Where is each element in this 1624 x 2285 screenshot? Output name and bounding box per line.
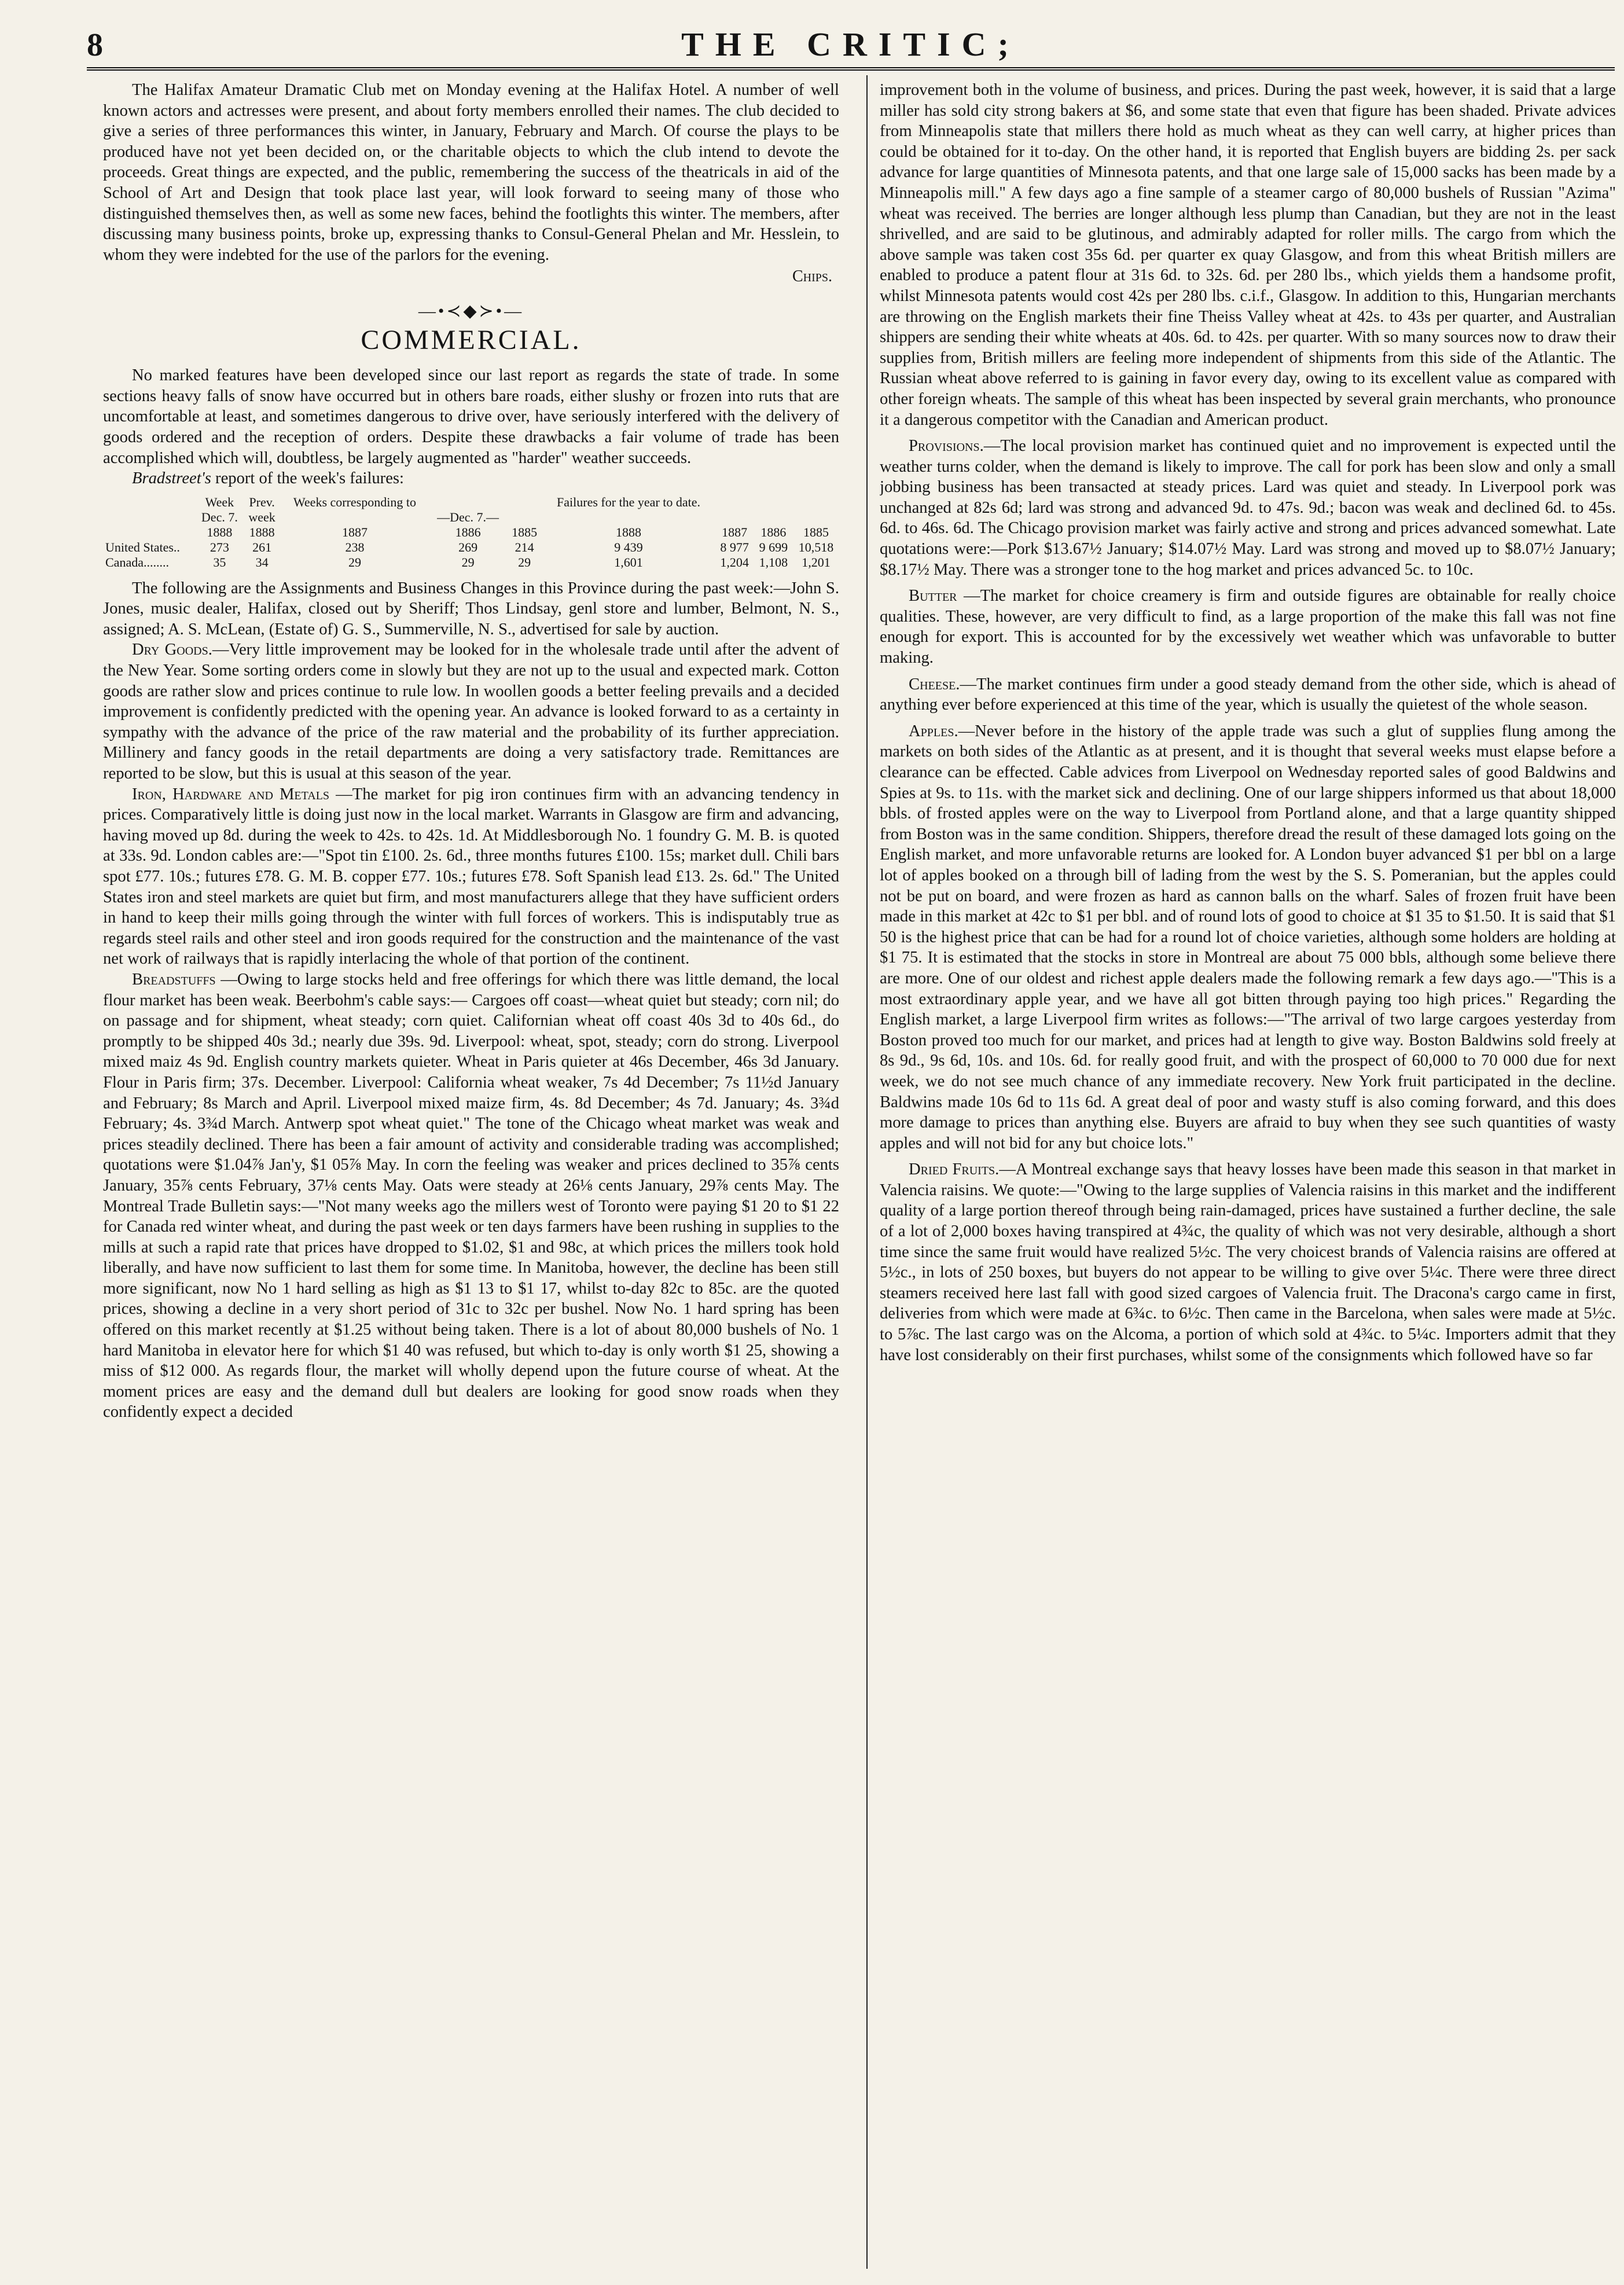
- table-cell: Weeks corresponding to: [293, 494, 416, 509]
- breadstuffs-text: —Owing to large stocks held and free offerings for which there was little demand, the local flour market has been weak. Beerbohm's cable says:— Cargoes off coast—wheat quiet but steady; corn nil; do on passage and for shipment, wheat steady; corn quiet. Californian wheat off coast 40s 3d to 40s 6d., do promptly to be shipped 40s 3d.; nearly due 39s. 9d. Liverpool: wheat, spot, steady; corn do strong. Liverpool mixed maiz 4s 9d. English country markets quieter. Wheat in Paris quieter at 46s December, 46s 3d January. Flour in Paris firm; 37s. December. Liverpool: California wheat weaker, 7s 4d December; 7s 11½d January and February; 8s March and April. Liverpool mixed maize firm, 4s. 8d December; 4s 7d. January; 4s. 3¾d February; 4s. 3¾d March. Antwerp spot wheat quiet." The tone of the Chicago wheat market was weak and prices steadily declined. There has been a fair amount of activity and considerable trading was accomplished; quotations were $1.04⅞ Jan'y, $1 05⅞ May. In corn the feeling was weaker and prices declined to 35⅞ cents January, 35⅞ cents February, 37⅛ cents May. Oats were steady at 26⅛ cents January, 29⅞ cents May. The Montreal Trade Bulletin says:—"Not many weeks ago the millers west of Toronto were paying $1 20 to $1 22 for Canada red winter wheat, and during the past week or ten days farmers have been rushing in supplies to the mills at such a rapid rate that prices have dropped to $1.02, $1 and 98c, at which prices the millers took hold liberally, and have now sufficient to last them for some time. In Manitoba, however, the decline has been still more significant, now No 1 hard selling as high as $1 13 to $1 17, whilst to-day 82c to 85c. are the quoted prices, showing a decline in a very short period of 31c to 32c per bushel. Now No. 1 hard spring has been offered on this market recently at $1.25 without being taken. There is a lot of about 80,000 bushels of No. 1 hard Manitoba in elevator here for which $1 40 was refused, but which to-day is only worth $1 25, showing a miss of $12 000. As regards flour, the market will wholly depend upon the future course of wheat. At the moment prices are easy and the demand dull but dealers are looking for good snow roads when they confidently expect a decided: [103, 970, 839, 1421]
- column-divider: [866, 75, 868, 2269]
- page-number: 8: [87, 27, 103, 63]
- table-cell: 1886: [455, 524, 481, 539]
- table-cell: 1887: [341, 524, 368, 539]
- table-cell: 10,518: [798, 539, 834, 554]
- commercial-intro: No marked features have been developed since our last report as regards the state of trade. In some sections heavy falls of snow have occurred but in others bare roads, either slushy or frozen into ruts that are uncomfortable at least, and sometimes dangerous to drive over, have seriously interfered with the delivery of goods ordered and the reception of orders. Despite these drawbacks a fair volume of trade has been accomplished which will, doubtless, be largely augmented as "harder" weather succeeds.: [103, 366, 839, 467]
- table-cell: [507, 495, 542, 510]
- dried-fruits-paragraph: [880, 1159, 1616, 1365]
- table-cell: week: [248, 509, 275, 524]
- table-cell: 1885: [803, 524, 829, 539]
- provisions-text: —The local provision market has continued quiet and no improvement is expected until the weather turns colder, when the demand is likely to improve. The call for pork has been slow and only a small jobbing business has been transacted at steady prices. Lard was quiet and steady. In Liverpool pork was unchanged at 82s 6d; lard was strong and advanced 9d. to 47s. 9d.; bacon was weak and declined 6d. to 45s. 6d. to 46s. 6d. The Chicago provision market was fairly active and strong and prices advanced somewhat. Late quotations were:—Pork $13.67½ January; $14.07½ May. Lard was strong and moved up to $8.07½ January; $8.17½ May. There was a stronger tone to the hog market and prices advanced 5c. to 10c.: [880, 437, 1616, 579]
- breadstuffs-continued: improvement both in the volume of business, and prices. During the past week, however, it is said that a large miller has sold city strong bakers at $6, and some state that even that figure has been shaded. Private advices from Minneapolis state that millers there hold as much wheat as they can well carry, at higher prices than could be obtained for it to-day. On the other hand, it is reported that English buyers are bidding 2s. per sack advance for large quantities of Minnesota patents, and that one large sale of 15,000 sacks has been made by a Minneapolis mill." A few days ago a fine sample of a steamer cargo of 80,000 bushels of Russian "Azima" wheat was received. The berries are longer although less plump than Canadian, but they are not in the least shrivelled, and are said to be glutinous, and admirably adapted for roller mills. The cargo from which the above sample was taken cost 35s 6d. per quarter ex quay Glasgow, and from this wheat British millers are enabled to produce a patent flour at 31s 6d. to 32s. 6d. per 280 lbs., which yields them a handsome profit, whilst Minnesota patents would cost 42s per 280 lbs. c.i.f., Glasgow. In addition to this, Hungarian merchants are throwing on the English markets their fine Theiss Valley wheat at 42s. to 43s per quarter, and Australian shippers are sending their white wheats at 40s. 6d. to 42s. per quarter. With so many sources now to draw their supplies from, British millers are feeling more independent of shipments from this side of the Atlantic. The Russian wheat above referred to is gaining in favor every day, owing to its excellent value as compared with other foreign wheats. The sample of this wheat has been inspected by several grain merchants, who pronounce it a dangerous competitor with the Canadian and American product.: [880, 81, 1616, 429]
- right-column: [880, 80, 1616, 2268]
- masthead-rule: [87, 67, 1615, 71]
- table-cell: Dec. 7.: [201, 509, 238, 524]
- table-cell: 1,204: [720, 554, 749, 570]
- butter-paragraph: [880, 586, 1616, 668]
- provisions-heading: Provisions.: [909, 437, 984, 455]
- breadstuffs-paragraph: [103, 969, 839, 1423]
- cheese-paragraph: [880, 674, 1616, 715]
- apples-paragraph: [880, 721, 1616, 1153]
- table-cell: 34: [255, 554, 269, 570]
- table-cell: [715, 510, 754, 525]
- bradstreet-line: [103, 468, 839, 489]
- table-cell: 269: [458, 539, 478, 554]
- iron-text: —The market for pig iron continues firm with an advancing tendency in prices. Comparatively little is doing just now in the local market. Warrants in Glasgow are firm and advancing, having moved up 8d. during the week to 42s. to 42s. 1d. At Middlesborough No. 1 foundry G. M. B. is quoted at 33s. 9d. London cables are:—"Spot tin £100. 2s. 6d., three months futures £100. 15s; market dull. Chili bars spot £77. 10s.; futures £78. G. M. B. copper £77. 10s.; futures £78. Soft Spanish lead £13. 2s. 6d." The United States iron and steel markets are quiet but firm, and most manufacturers allege that they have sufficient orders in hand to keep their mills going through the winter with full forces of workers. This is indisputably true as regards steel rails and other steel and iron goods required for the construction and the maintenance of the vast net work of railways that is rapidly interlacing the whole of that portion of the continent.: [103, 785, 839, 968]
- assignments-paragraph: The following are the Assignments and Business Changes in this Province during the past week:—John S. Jones, music dealer, Halifax, closed out by Sheriff; Thos Lindsay, genl store and lumber, Belmont, N. S., assigned; A. S. McLean, (Estate of) G. S., Summerville, N. S., advertised for sale by auction.: [103, 579, 839, 638]
- breadstuffs-heading: Breadstuffs: [132, 970, 216, 989]
- table-cell: 29: [348, 554, 361, 570]
- table-cell: [429, 495, 506, 510]
- table-cell: [103, 525, 196, 540]
- bradstreet-text: report of the week's failures:: [211, 469, 404, 488]
- table-cell: 9 699: [759, 539, 788, 554]
- table-header-row: [103, 525, 839, 540]
- table-header-row: [103, 510, 839, 525]
- table-cell: [103, 510, 196, 525]
- dry-goods-heading: Dry Goods.: [132, 641, 212, 659]
- table-cell: 1,601: [614, 554, 643, 570]
- dramatic-club-article: The Halifax Amateur Dramatic Club met on Monday evening at the Halifax Hotel. A number of well known actors and actresses were present, and about forty members enrolled their names. The club decided to give a series of three performances this winter, in January, February and March. Of course the plays to be produced have not yet been decided on, or the charitable objects to which the club intend to devote the proceeds. Great things are expected, and the public, remembering the success of the theatricals in aid of the School of Art and Design that took place last year, will look forward to seeing many of those who distinguished themselves then, as well as some new faces, behind the footlights this winter. The members, after discussing many business points, broke up, expressing thanks to Consul-General Phelan and Mr. Hesslein, to whom they were indebted for the use of the parlors for the evening.: [103, 81, 839, 264]
- failures-table: [103, 495, 839, 570]
- table-cell: 35: [213, 554, 226, 570]
- table-cell: Week: [205, 494, 234, 509]
- table-cell: United States..: [105, 539, 180, 554]
- table-cell: 9 439: [614, 539, 643, 554]
- commercial-heading: COMMERCIAL.: [361, 324, 582, 355]
- butter-heading: Butter: [909, 587, 957, 605]
- table-cell: [793, 510, 839, 525]
- table-cell: [103, 495, 196, 510]
- iron-paragraph: [103, 784, 839, 969]
- table-cell: [754, 510, 793, 525]
- cheese-text: —The market continues firm under a good steady demand from the other side, which is ahead of anything ever before experienced at this time of the year, which is usually the quietest of the whole season.: [880, 675, 1616, 714]
- section-ornament: —•≺◆≻•—: [418, 301, 524, 321]
- table-cell: 1,201: [802, 554, 831, 570]
- table-cell: 1888: [207, 524, 233, 539]
- table-row: [103, 540, 839, 555]
- table-cell: 29: [518, 554, 531, 570]
- table-cell: Failures for the year to date.: [557, 494, 701, 509]
- dry-goods-paragraph: [103, 640, 839, 784]
- table-cell: Canada........: [105, 554, 169, 570]
- table-row: [103, 555, 839, 570]
- table-cell: 1885: [512, 524, 538, 539]
- table-cell: 29: [461, 554, 475, 570]
- table-cell: 261: [252, 539, 272, 554]
- paper-name: THE CRITIC;: [681, 25, 1020, 63]
- table-cell: [280, 510, 429, 525]
- table-cell: [754, 495, 793, 510]
- table-cell: 8 977: [720, 539, 749, 554]
- provisions-paragraph: [880, 436, 1616, 580]
- apples-heading: Apples.: [909, 722, 958, 740]
- table-header-row: [103, 495, 839, 510]
- table-cell: 1,108: [759, 554, 788, 570]
- butter-text: —The market for choice creamery is firm and outside figures are obtainable for really choice qualities. These, however, are very difficult to find, as a large proportion of the make this fall was not fine enough for export. This is accounted for by the excessively wet weather which was unfavorable to butter making.: [880, 587, 1616, 667]
- table-cell: Prev.: [249, 494, 275, 509]
- dried-fruits-heading: Dried Fruits.: [909, 1160, 1000, 1179]
- left-column: [103, 80, 839, 2268]
- table-cell: 1887: [722, 524, 748, 539]
- table-cell: [793, 495, 839, 510]
- dried-fruits-text: —A Montreal exchange says that heavy losses have been made this season in that market in Valencia raisins. We quote:—"Owing to the large supplies of Valencia raisins in this market and the indifferent quality of a large portion thereof through being rain-damaged, prices have sustained a further decline, the sale of a lot of 2,000 boxes having transpired at 4¾c, the quality of which was not very desirable, although a short time since the same fruit would have realized 5½c. The very choicest brands of Valencia raisins are offered at 5½c., in lots of 250 boxes, but buyers do not appear to be willing to give over 5¼c. There were three direct steamers received here last fall with good sized cargoes of Valencia fruit. The Dracona's cargo came in first, deliveries from which were made at 6¾c. to 6½c. Then came in the Barcelona, when sales were made at 5½c. to 5⅞c. The last cargo was on the Alcoma, a portion of which sold at 4¾c. to 5¼c. Importers admit that they have lost considerably on their first purchases, whilst some of the consignments which followed have so far: [880, 1160, 1616, 1364]
- table-cell: [715, 495, 754, 510]
- dry-goods-text: —Very little improvement may be looked for in the wholesale trade until after the advent of the New Year. Some sorting orders come in slowly but they are not up to the usual and expected mark. Cotton goods are rather slow and prices continue to rule low. In woollen goods a better feeling prevails and a decided improvement is confidently predicted with the opening year. An advance is looked forward to as a certainty in sympathy with the advance of the price of the raw material and the probability of its further appreciation. Millinery and fancy goods in the retail departments are doing a very satisfactory trade. Remittances are reported to be slow, but this is usual at this season of the year.: [103, 641, 839, 783]
- article-signature: Chips.: [792, 267, 832, 286]
- iron-heading: Iron, Hardware and Metals: [132, 785, 330, 803]
- cheese-heading: Cheese.: [909, 675, 960, 693]
- table-cell: [507, 510, 542, 525]
- bradstreet-name: Bradstreet's: [132, 469, 211, 488]
- table-cell: 1886: [760, 524, 787, 539]
- table-cell: 273: [210, 539, 229, 554]
- table-cell: 214: [515, 539, 534, 554]
- table-cell: 238: [345, 539, 365, 554]
- apples-text: —Never before in the history of the apple trade was such a glut of supplies flung among the markets on both sides of the Atlantic as at present, and it is thought that several weeks must elapse before a clearance can be effected. Cable advices from Liverpool on Wednesday reported sales of good Baldwins and Spies at 9s. to 11s. with the market sick and declining. One of our large shippers informed us that about 18,000 bbls. of frosted apples were on the way to Liverpool from Portland alone, and that a large quantity shipped from Boston was in the same condition. Shippers, therefore dread the result of these damaged lots going on the English market, and more unfavorable returns are looked for. A London buyer advanced $1 per bbl on a large lot of apples booked on a through bill of lading from the west by the S. S. Pomeranian, but the apples could not be put on board, and were frozen as hard as cannon balls on the wharf. Sales of frozen fruit have been made in this market at 42c to $1 per bbl. and of round lots of good to choice at $1 35 to $1.50. It is said that $1 50 is the highest price that can be had for a round lot of choice varieties, although some holders are holding at $1 75. It is estimated that the stocks in store in Montreal are about 75 000 bbls, although some believe there are more. One of our oldest and richest apple dealers made the following remark a few days ago.—"This is a most extraordinary apple year, and we have all got bitten through paying too high prices." Regarding the English market, a large Liverpool firm writes as follows:—"The arrival of two large cargoes yesterday from Boston proved too much for our market, and prices had at length to give way. Boston Baldwins sold freely at 8s 9d., 9s 6d, 10s. and 10s. 6d. for really good fruit, and with the prospect of 60,000 to 70 000 due for next week, we do not see much chance of any immediate recovery. New York fruit participated in the decline. Baldwins made 10s 6d to 11s 6d. A great deal of poor and wasty stuff is also coming forward, and this does more damage to prices than anything else. Buyers are afraid to buy when they see such quantities of wasty apples and will not bid for any but choice lots.": [880, 722, 1616, 1152]
- table-cell: [542, 510, 715, 525]
- table-cell: 1888: [616, 524, 642, 539]
- table-cell: 1888: [249, 524, 275, 539]
- masthead: [87, 24, 1615, 64]
- table-cell: —Dec. 7.—: [437, 509, 499, 524]
